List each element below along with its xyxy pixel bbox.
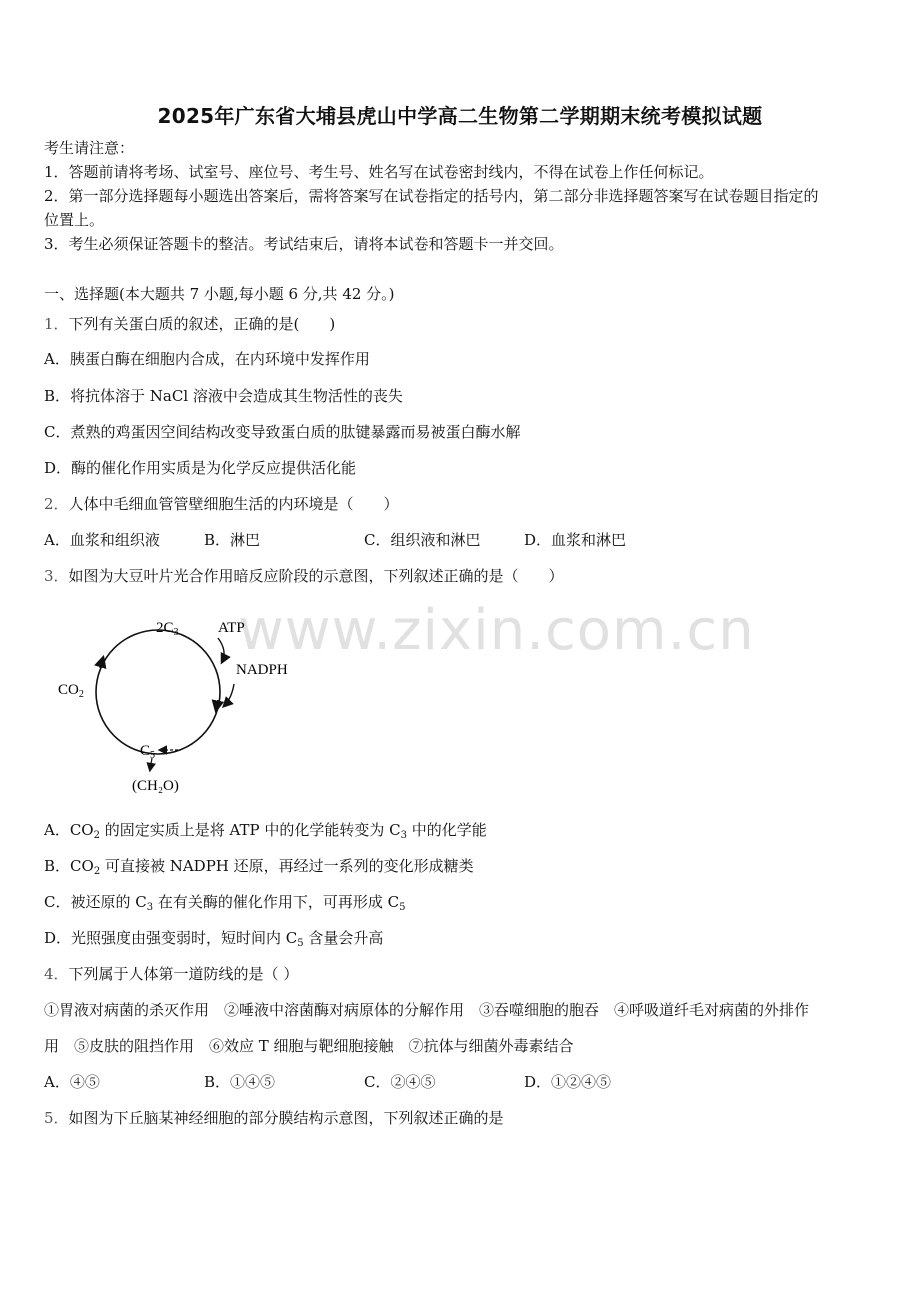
q2-option-a: A．血浆和组织液 xyxy=(44,531,160,549)
question-4 xyxy=(44,964,880,984)
text: 在有关酶的催化作用下，可再形成 C xyxy=(153,893,400,911)
question-2 xyxy=(44,494,880,514)
q4-option-c: C．②④⑤ xyxy=(364,1073,436,1091)
subscript: 5 xyxy=(399,902,406,913)
co2-label: $CO_2$ xyxy=(58,682,84,700)
nadph-label: NADPH xyxy=(236,662,288,678)
question-stem: 下列有关蛋白质的叙述，正确的是( ) xyxy=(68,315,336,333)
subscript: 5 xyxy=(297,938,304,949)
question-5 xyxy=(44,1108,880,1128)
q4-options xyxy=(44,1072,880,1092)
atp-label: ATP xyxy=(218,620,245,636)
subscript: 3 xyxy=(400,830,408,841)
page-title: 2025年广东省大埔县虎山中学高二生物第二学期期末统考模拟试题 xyxy=(157,104,763,128)
text: 中的化学能 xyxy=(407,821,487,839)
notice-item-2: 2．第一部分选择题每小题选出答案后，需将答案写在试卷指定的括号内，第二部分非选择题答案写在试卷题目指定的 xyxy=(44,187,819,205)
q4-statement-line-2: 用 ⑤皮肤的阻挡作用 ⑥效应 T 细胞与靶细胞接触 ⑦抗体与细菌外毒素结合 xyxy=(44,1037,574,1055)
question-number: 4． xyxy=(44,965,69,983)
q4-option-d: D．①②④⑤ xyxy=(524,1073,612,1091)
watermark: www.zixin.com.cn xyxy=(238,598,755,663)
q2-option-c: C．组织液和淋巴 xyxy=(364,531,481,549)
text: C．被还原的 C xyxy=(44,893,147,911)
notice-item-2-cont: 位置上。 xyxy=(44,211,105,229)
q3-option-d xyxy=(44,928,880,948)
subscript: 3 xyxy=(146,902,154,913)
subscript: 2 xyxy=(93,866,101,877)
notice-item-3: 3．考生必须保证答题卡的整洁。考试结束后，请将本试卷和答题卡一并交回。 xyxy=(44,235,564,253)
ch2o-label: (CH₂O) xyxy=(132,778,179,794)
c3-label: $2C_3$ xyxy=(156,620,179,638)
cycle-circle xyxy=(96,630,220,754)
text: 含量会升高 xyxy=(303,929,384,947)
question-number: 5． xyxy=(44,1109,69,1127)
question-stem: 人体中毛细血管管壁细胞生活的内环境是（ ） xyxy=(68,495,399,513)
q2-option-d: D．血浆和淋巴 xyxy=(524,531,627,549)
q2-options xyxy=(44,530,880,550)
q4-option-a: A．④⑤ xyxy=(44,1073,100,1091)
q2-option-b: B．淋巴 xyxy=(204,531,261,549)
calvin-cycle-diagram xyxy=(48,610,308,800)
text: A．CO xyxy=(44,821,94,839)
q3-option-a xyxy=(44,820,880,840)
text: 可直接被 NADPH 还原，再经过一系列的变化形成糖类 xyxy=(100,857,474,875)
question-3 xyxy=(44,566,880,586)
q1-option-c: C．煮熟的鸡蛋因空间结构改变导致蛋白质的肽键暴露而易被蛋白酶水解 xyxy=(44,423,521,441)
text: 的固定实质上是将 ATP 中的化学能转变为 C xyxy=(99,821,401,839)
notice-heading: 考生请注意： xyxy=(44,139,135,157)
question-number: 3． xyxy=(44,567,69,585)
text: D．光照强度由强变弱时，短时间内 C xyxy=(44,929,298,947)
section-heading: 一、选择题(本大题共 7 小题,每小题 6 分,共 42 分。) xyxy=(44,285,395,303)
subscript: 2 xyxy=(93,830,100,841)
question-stem: 下列属于人体第一道防线的是（ ） xyxy=(68,965,299,983)
q1-option-b: B．将抗体溶于 NaCl 溶液中会造成其生物活性的丧失 xyxy=(44,387,403,405)
q4-statement-line-1: ①胃液对病菌的杀灭作用 ②唾液中溶菌酶对病原体的分解作用 ③吞噬细胞的胞吞 ④呼吸道纤毛对病菌的外排作 xyxy=(44,1001,810,1019)
nadph-arrow xyxy=(224,684,234,706)
notice-item-1: 1．答题前请将考场、试室号、座位号、考生号、姓名写在试卷密封线内，不得在试卷上作任何标记。 xyxy=(44,163,714,181)
q1-option-d: D．酶的催化作用实质是为化学反应提供活化能 xyxy=(44,459,357,477)
q3-option-b xyxy=(44,856,880,876)
question-stem: 如图为大豆叶片光合作用暗反应阶段的示意图，下列叙述正确的是（ ） xyxy=(68,567,564,585)
question-number: 1． xyxy=(44,315,69,333)
q4-option-b: B．①④⑤ xyxy=(204,1073,276,1091)
c5-label: $C_5$ xyxy=(140,743,156,761)
q3-option-c xyxy=(44,892,880,912)
question-1 xyxy=(44,314,880,334)
q1-option-a: A．胰蛋白酶在细胞内合成，在内环境中发挥作用 xyxy=(44,350,370,368)
text: B．CO xyxy=(44,857,94,875)
atp-arrow xyxy=(218,638,224,662)
question-stem: 如图为下丘脑某神经细胞的部分膜结构示意图，下列叙述正确的是 xyxy=(68,1109,504,1127)
question-number: 2． xyxy=(44,495,69,513)
